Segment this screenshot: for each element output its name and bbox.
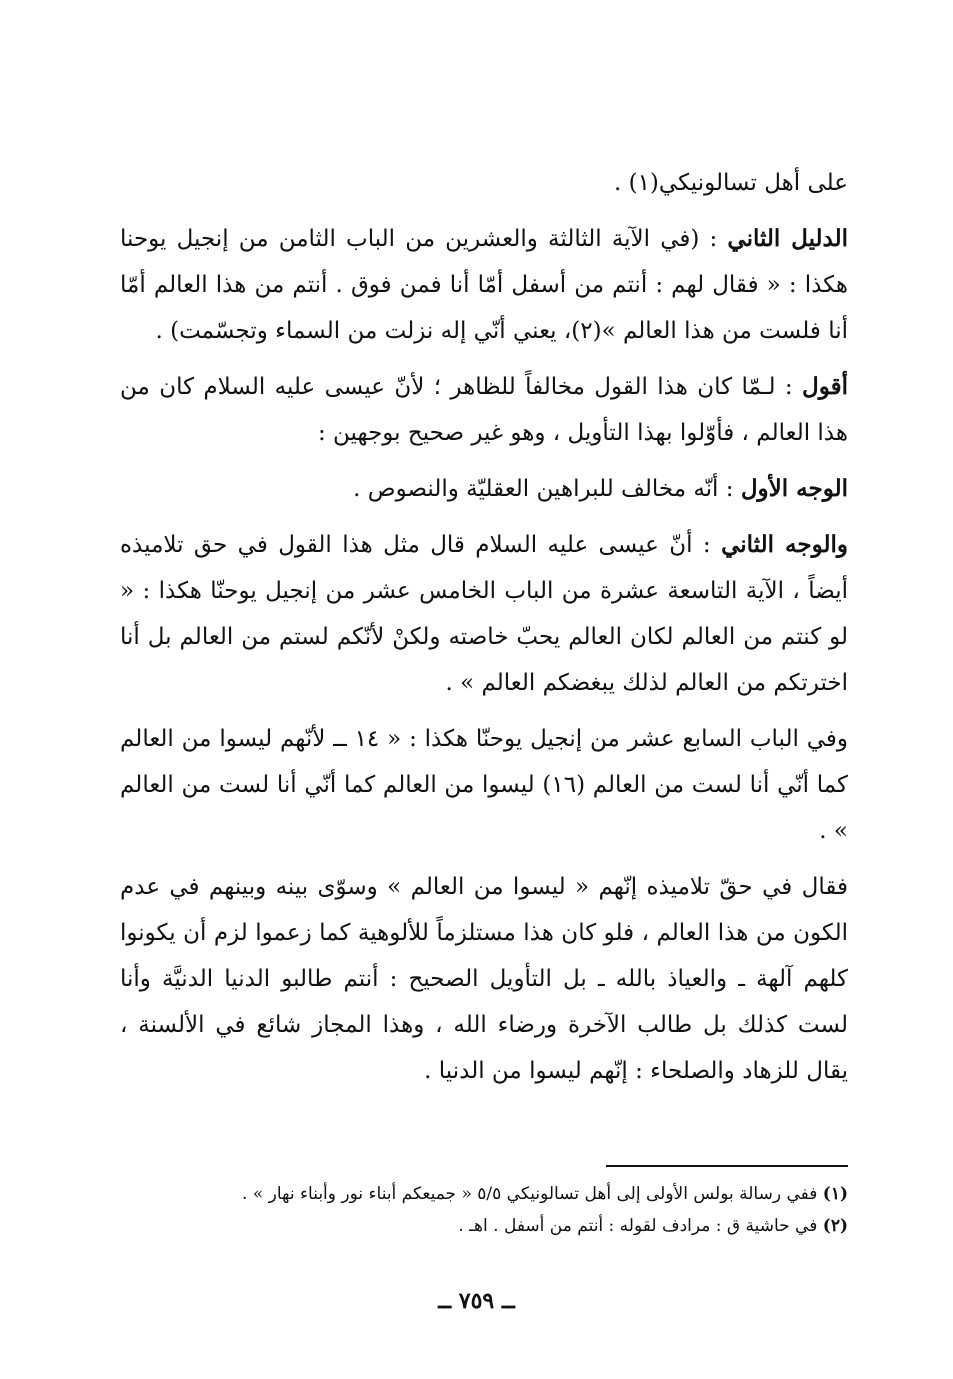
footnote-number: (١) [822, 1184, 848, 1204]
footnote-item [120, 1210, 848, 1242]
footnote-divider [606, 1165, 848, 1167]
main-text [120, 160, 848, 1104]
footnote-text: في حاشية ق : مرادف لقوله : أنتم من أسفل . اهـ . [458, 1216, 823, 1236]
paragraph-text: : أنّه مخالف للبراهين العقليّة والنصوص . [353, 476, 741, 502]
paragraph-conclusion [120, 864, 848, 1094]
paragraph-text: : لـمّا كان هذا القول مخالفاً للظاهر ؛ لأنّ عيسى عليه السلام كان من هذا العالم ، فأوّلوا بهذا التأويل ، وهو غير صحيح بوجهين : [120, 374, 848, 446]
paragraph-heading: الدليل الثاني [727, 225, 849, 252]
footnote-item [120, 1178, 848, 1210]
paragraph-heading: والوجه الثاني [721, 531, 848, 558]
paragraph-chapter-seventeen [120, 716, 848, 854]
footnote-text: ففي رسالة بولس الأولى إلى أهل تسالونيكي ٥/٥ « جميعكم أبناء نور وأبناء نهار » . [242, 1184, 823, 1204]
page-number: ــ ٧٥٩ ــ [438, 1288, 515, 1314]
paragraph-first-aspect [120, 466, 848, 512]
paragraph-heading: الوجه الأول [740, 475, 848, 502]
paragraph-i-say [120, 364, 848, 456]
paragraph-text: وفي الباب السابع عشر من إنجيل يوحنّا هكذا : « ١٤ ــ لأنّهم ليسوا من العالم كما أنّي أنا لست من العالم (١٦) ليسوا من العالم كما أنّي أنا لست من العالم » . [120, 726, 848, 844]
paragraph-text: فقال في حقّ تلاميذه إنّهم « ليسوا من العالم » وسوّى بينه وبينهم في عدم الكون من هذا العالم ، فلو كان هذا مستلزماً للألوهية كما زعموا لزم أن يكونوا كلهم آلهة ـ والعياذ بالله ـ بل التأويل الصحيح : أنتم طالبو الدنيا الدنيَّة وأنا لست كذلك بل طالب الآخرة ورضاء الله ، وهذا المجاز شائع في الألسنة ، يقال للزهاد والصلحاء : إنّهم ليسوا من الدنيا . [120, 874, 848, 1084]
paragraph-second-aspect [120, 522, 848, 706]
paragraph-heading: أقول [802, 373, 848, 400]
paragraph-text: على أهل تسالونيكي(١) . [613, 170, 848, 196]
footnote-number: (٢) [822, 1216, 848, 1236]
paragraph-text: : (في الآية الثالثة والعشرين من الباب الثامن من إنجيل يوحنا هكذا : « فقال لهم : أنتم من أسفل أمّا أنا فمن فوق . أنتم من هذا العالم أمّا أنا فلست من هذا العالم »(٢)، يعني أنّي إله نزلت من السماء وتجسّمت) . [120, 226, 848, 344]
paragraph-text: : أنّ عيسى عليه السلام قال مثل هذا القول في حق تلاميذه أيضاً ، الآية التاسعة عشرة من الباب الخامس عشر من إنجيل يوحنّا هكذا : « لو كنتم من العالم لكان العالم يحبّ خاصته ولكنْ لأنّكم لستم من العالم بل أنا اخترتكم من العالم لذلك يبغضكم العالم » . [120, 532, 848, 696]
paragraph-second-evidence [120, 216, 848, 354]
footnotes [120, 1178, 848, 1242]
paragraph-intro [120, 160, 848, 206]
